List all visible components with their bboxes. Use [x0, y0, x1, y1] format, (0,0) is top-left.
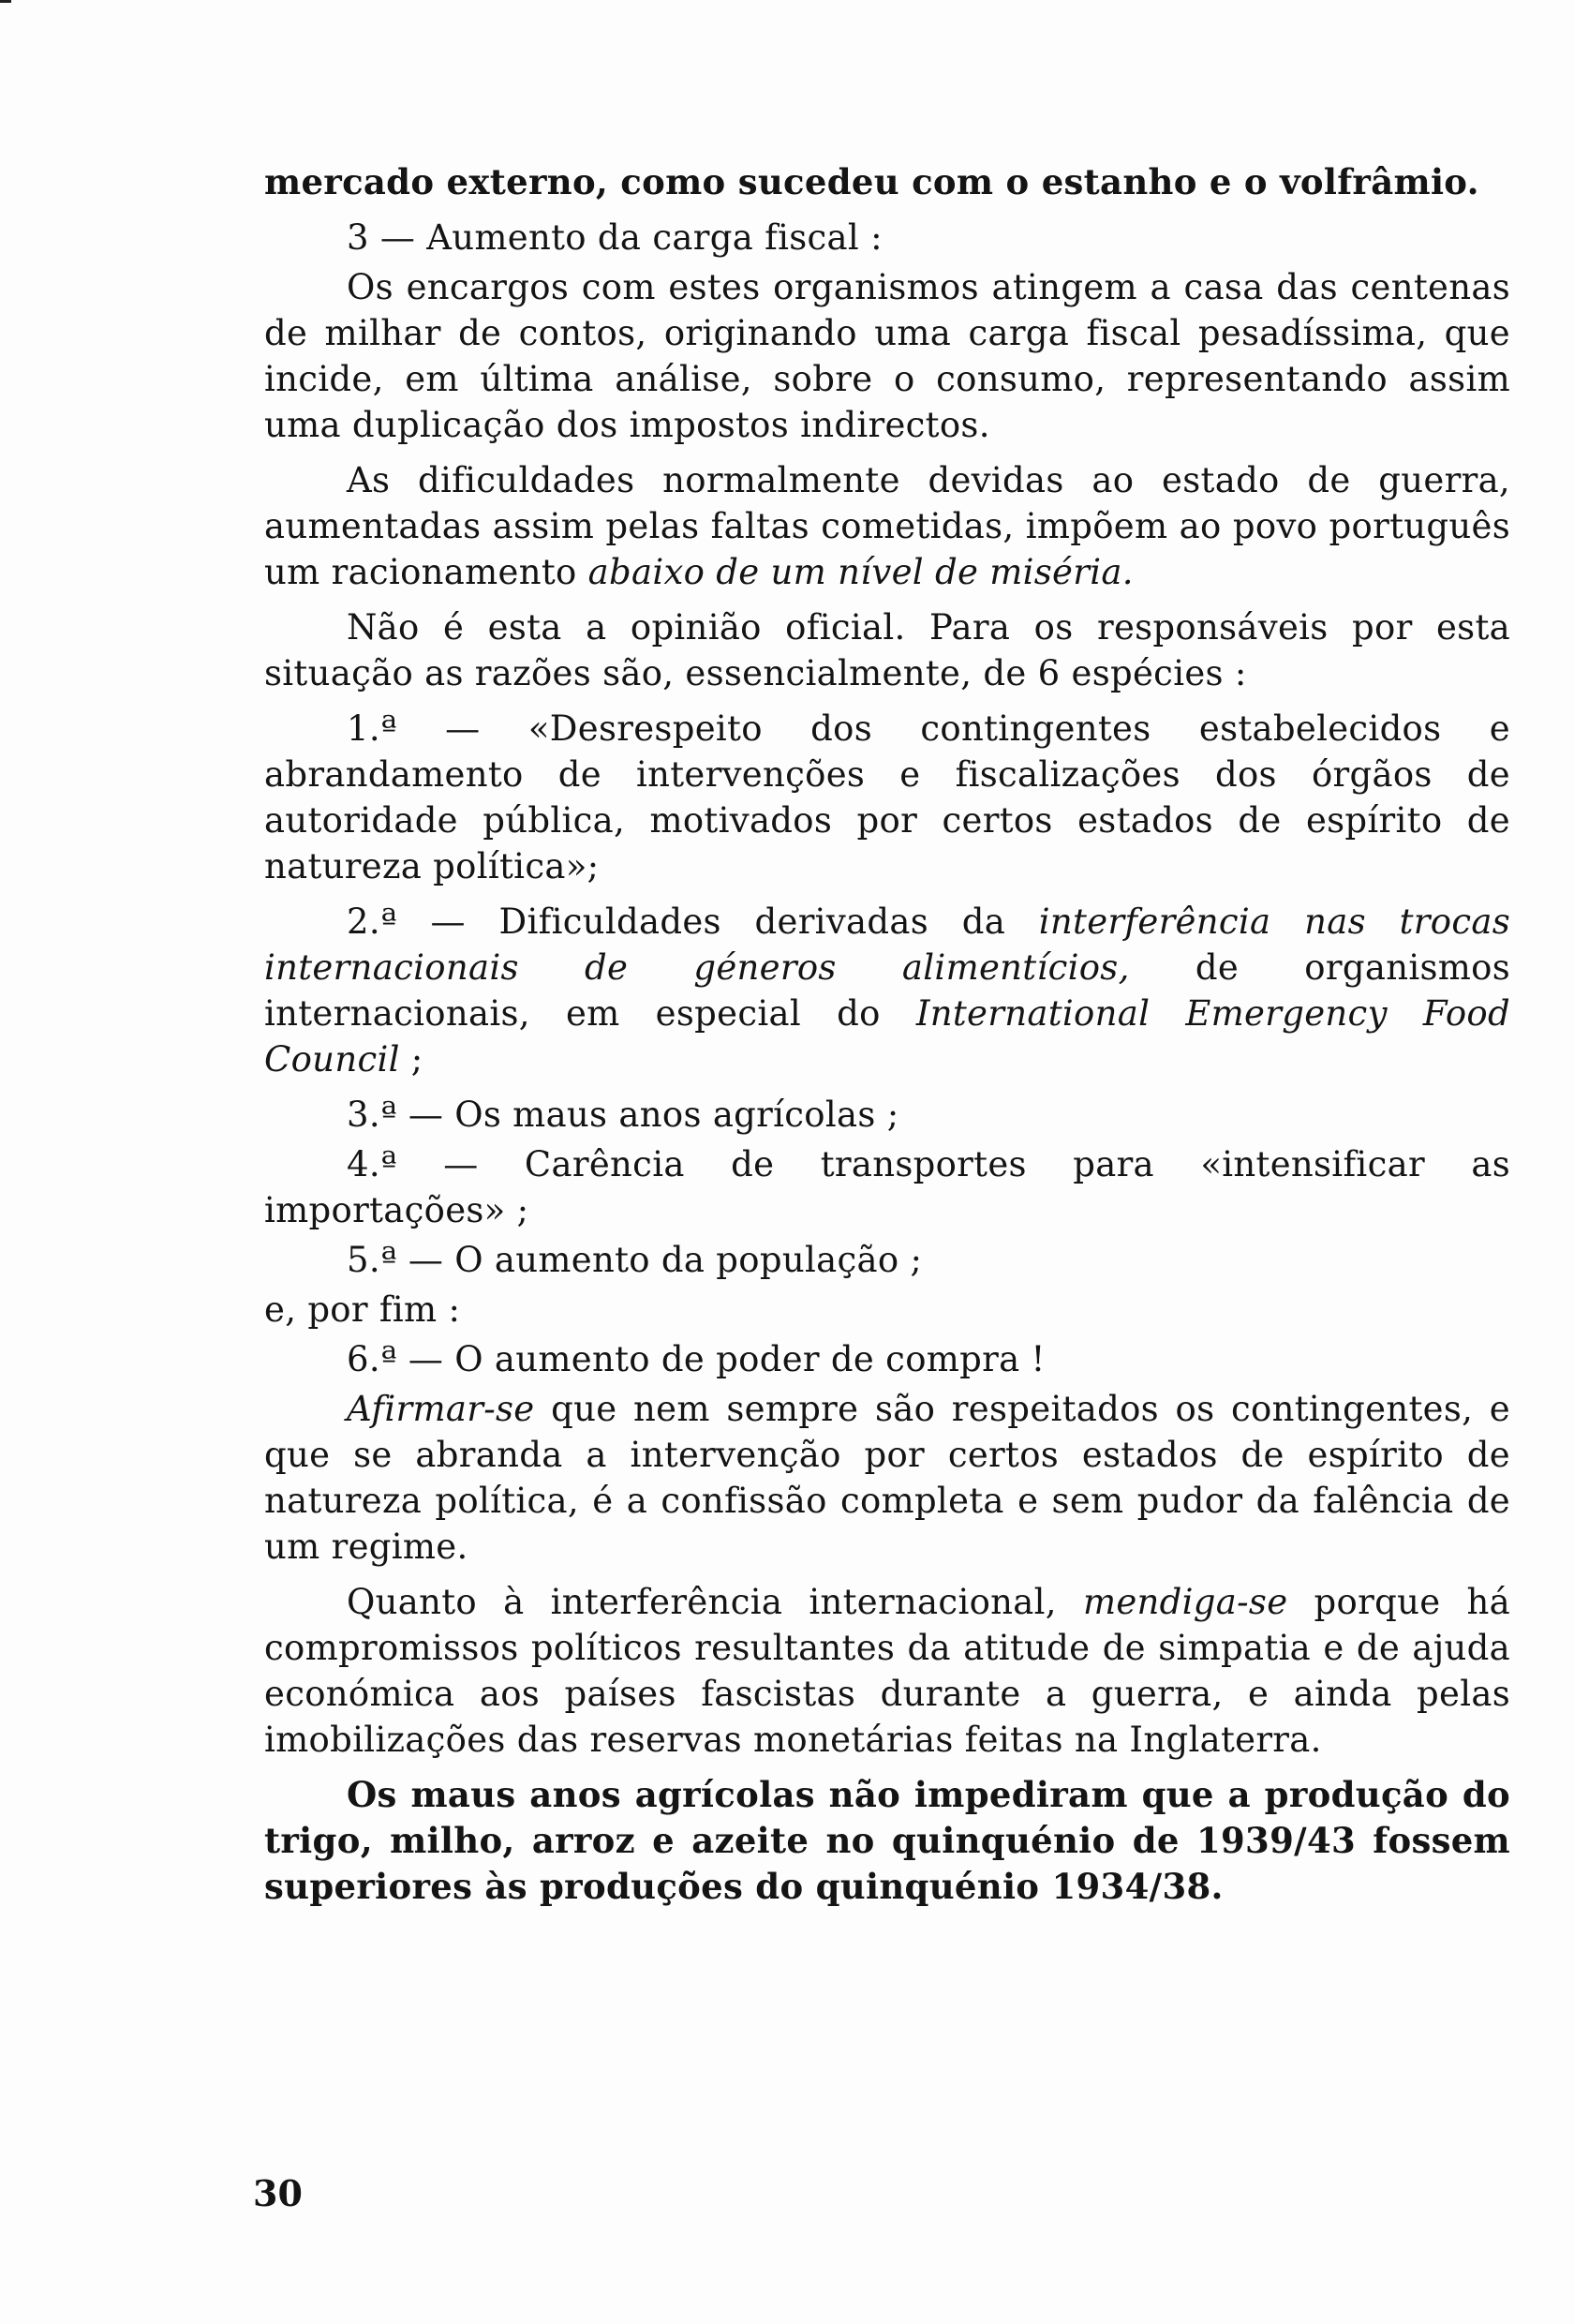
- list-item-2-emphasis-b: International Emergency Food Council: [264, 993, 1510, 1080]
- page-number: 30: [253, 2172, 303, 2214]
- paragraph-harvests: Os maus anos agrícolas não impediram que a produção do trigo, milho, arroz e azeite no quinquénio de 1939/43 fossem superiores às produções do quinquénio 1934/38.: [264, 1774, 1510, 1907]
- section-heading: 3 — Aumento da carga fiscal :: [347, 217, 883, 258]
- paragraph-difficulties-emphasis: abaixo de um nível de miséria.: [587, 552, 1134, 592]
- paragraph-difficulties-text: As dificuldades normalmente devidas ao estado de guerra, aumentadas assim pelas faltas cometidas, impõem ao povo português um racionamento: [264, 460, 1510, 592]
- body-text: [264, 159, 1510, 1919]
- list-item-1: 1.ª — «Desrespeito dos contingentes estabelecidos e abrandamento de intervenções e fiscalizações dos órgãos de autoridade pública, motivados por certos estados de espírito de natureza política»;: [264, 708, 1510, 886]
- paragraph-fiscal: Os encargos com estes organismos atingem a casa das centenas de milhar de contos, originando uma carga fiscal pesadíssima, que incide, em última análise, sobre o consumo, representando assim uma duplicação dos impostos indirectos.: [264, 267, 1510, 445]
- paragraph-continuation: mercado externo, como sucedeu com o estanho e o volfrâmio.: [264, 161, 1479, 202]
- paragraph-difficulties: [264, 457, 1510, 595]
- list-item-3: 3.ª — Os maus anos agrícolas ;: [347, 1095, 899, 1135]
- list-item-4: 4.ª — Carência de transportes para «intensificar as importações» ;: [264, 1144, 1510, 1230]
- paragraph-confession-emphasis: Afirmar-se: [347, 1389, 535, 1429]
- scan-mark: [0, 0, 11, 3]
- list-lead-in: e, por fim :: [264, 1289, 461, 1330]
- list-item-2-text-a: 2.ª — Dificuldades derivadas da: [347, 901, 1039, 942]
- paragraph-international: [264, 1579, 1510, 1763]
- list-item-2: [264, 899, 1510, 1082]
- list-item-2-emphasis-a: interferência nas trocas internacionais de géneros alimentícios,: [264, 901, 1510, 988]
- list-item-2-text-b: de organismos internacionais, em especial do: [264, 947, 1510, 1034]
- paragraph-confession-text: que nem sempre são respeitados os contingentes, e que se abranda a intervenção por certos estados de espírito de natureza política, é a confissão completa e sem pudor da falência de um regime.: [264, 1389, 1510, 1567]
- paragraph-international-emphasis: mendiga-se: [1082, 1582, 1288, 1622]
- paragraph-international-text-a: Quanto à interferência internacional,: [347, 1582, 1083, 1622]
- paragraph-official-opinion: Não é esta a opinião oficial. Para os responsáveis por esta situação as razões são, essencialmente, de 6 espécies :: [264, 607, 1510, 693]
- list-item-5: 5.ª — O aumento da população ;: [347, 1240, 923, 1280]
- list-item-6: 6.ª — O aumento de poder de compra !: [347, 1339, 1046, 1379]
- paragraph-international-text-b: porque há compromissos políticos resultantes da atitude de simpatia e de ajuda económica aos países fascistas durante a guerra, e ainda pelas imobilizações das reservas monetárias feitas na Inglaterra.: [264, 1582, 1510, 1760]
- list-item-2-text-c: ;: [399, 1039, 423, 1080]
- paragraph-confession: [264, 1386, 1510, 1570]
